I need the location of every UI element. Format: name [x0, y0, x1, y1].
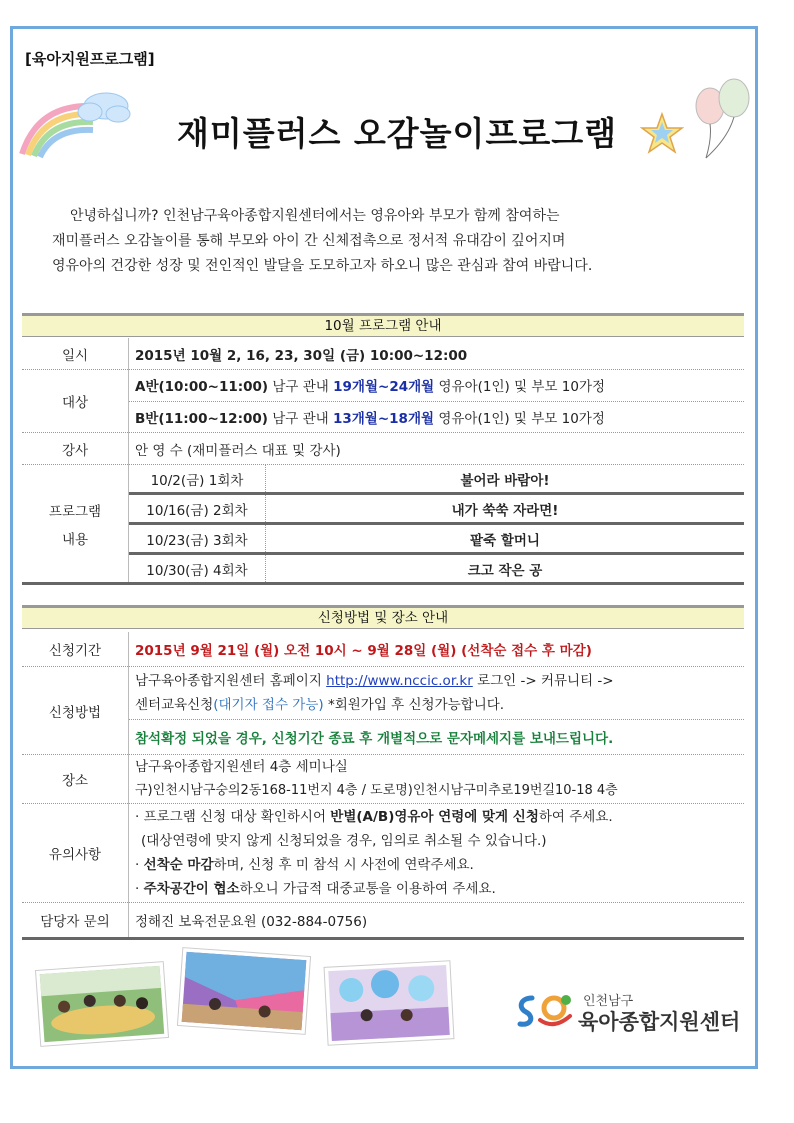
content-label [22, 465, 129, 584]
age-range-a: 19개월~24개월 [333, 379, 435, 396]
contact-label: 담당자 문의 [22, 903, 129, 939]
category-tag: [육아지원프로그램] [25, 50, 155, 68]
note-text: · [135, 857, 144, 873]
star-icon [640, 112, 684, 156]
table-row [22, 338, 744, 370]
method-text: 로그인 -> 커뮤니티 -> [472, 673, 614, 689]
target-text: 남구 관내 [268, 379, 334, 396]
table-row [22, 755, 744, 804]
target-text: 영유아(1인) 및 부모 10가정 [434, 379, 606, 396]
note-text: 하여 주세요. [538, 809, 613, 825]
sessions-table [129, 465, 744, 582]
note-line [135, 805, 738, 829]
logo-subtitle: 인천남구 [583, 994, 634, 1009]
method-line [135, 693, 738, 717]
program-section-header: 10월 프로그램 안내 [22, 313, 744, 337]
table-row [22, 903, 744, 939]
intro-line: 영유아의 건강한 성장 및 전인적인 발달을 도모하고자 하오니 많은 관심과 참여 바랍니다. [52, 258, 593, 274]
page-title: 재미플러스 오감놀이프로그램 [177, 114, 617, 153]
note-emphasis: 주차공간이 협소 [143, 881, 240, 897]
method-value [129, 667, 745, 720]
method-label: 신청방법 [22, 667, 129, 755]
note-line: (대상연령에 맞지 않게 신청되었을 경우, 임의로 취소될 수 있습니다.) [141, 833, 547, 849]
sessions-cell [129, 465, 745, 584]
apply-table [22, 632, 744, 940]
table-row [22, 401, 744, 433]
session-date: 10/16(금) 2회차 [129, 494, 266, 524]
note-line [135, 853, 738, 877]
period-label: 신청기간 [22, 632, 129, 667]
period-value: 2015년 9월 21일 (월) 오전 10시 ~ 9월 28일 (월) (선착순 접수 후 마감) [129, 632, 745, 667]
note-text: 하오니 가급적 대중교통을 이용하여 주세요. [239, 881, 496, 897]
place-line: 구)인천시남구숭의2동168-11번지 4층 / 도로명)인천시남구미추로19번길10-18 4층 [135, 783, 618, 798]
program-table [22, 338, 744, 585]
method-text: *회원가입 후 신청가능합니다. [323, 697, 505, 713]
note-text: · [135, 881, 144, 897]
instructor-label: 강사 [22, 433, 129, 465]
balloons-icon [688, 78, 758, 163]
table-row [22, 667, 744, 720]
session-row [129, 494, 744, 524]
method-text: 남구육아종합지원센터 홈페이지 [135, 673, 327, 689]
note-text: · 프로그램 신청 대상 확인하시어 [135, 809, 331, 825]
table-row [22, 465, 744, 584]
session-row [129, 524, 744, 554]
place-value [129, 755, 745, 804]
logo-title: 육아종합지원센터 [578, 1010, 741, 1034]
session-title: 크고 작은 공 [467, 562, 543, 579]
intro-line: 재미플러스 오감놀이를 통해 부모와 아이 간 신체접촉으로 정서적 유대감이 깊어지며 [52, 233, 566, 249]
target-a [129, 370, 745, 402]
table-row [22, 804, 744, 903]
note-text: 하며, 신청 후 미 참석 시 사전에 연락주세요. [213, 857, 474, 873]
activity-photo-1 [34, 960, 170, 1048]
age-range-b: 13개월~18개월 [332, 410, 435, 427]
target-b [129, 401, 745, 433]
center-logo-icon [512, 990, 578, 1032]
session-title: 팥죽 할머니 [266, 524, 745, 554]
note-emphasis: 선착순 마감 [143, 857, 214, 873]
method-line [135, 669, 738, 693]
session-title: 내가 쑥쑥 자라면! [266, 494, 745, 524]
content-label-line: 내용 [61, 531, 89, 548]
session-date: 10/30(금) 4회차 [129, 554, 266, 583]
table-row [22, 720, 744, 755]
class-b: B반(11:00~12:00) [135, 410, 268, 427]
homepage-link[interactable]: http://www.nccic.or.kr [326, 673, 473, 689]
intro-text [52, 204, 752, 279]
place-label: 장소 [22, 755, 129, 804]
target-text: 영유아(1인) 및 부모 10가정 [434, 410, 605, 427]
class-a: A반(10:00~11:00) [135, 379, 269, 396]
session-row [129, 554, 744, 583]
session-date: 10/2(금) 1회차 [129, 465, 266, 494]
apply-section-header: 신청방법 및 장소 안내 [22, 605, 744, 629]
content-label-line: 프로그램 [48, 503, 102, 520]
note-emphasis: 반별(A/B)영유아 연령에 맞게 신청 [330, 809, 539, 825]
session-row [129, 465, 744, 494]
note-line [135, 877, 738, 901]
notes-label: 유의사항 [22, 804, 129, 903]
instructor-value: 안 영 수 (재미플러스 대표 및 강사) [129, 433, 745, 465]
date-value: 2015년 10월 2, 16, 23, 30일 (금) 10:00~12:00 [129, 338, 745, 370]
table-row [22, 632, 744, 667]
session-date: 10/23(금) 3회차 [129, 524, 266, 554]
date-label: 일시 [22, 338, 129, 370]
method-notice: 참석확정 되었을 경우, 신청기간 종료 후 개별적으로 문자메세지를 보내드립니다. [129, 720, 745, 755]
session-title: 불어라 바람아! [266, 465, 745, 494]
place-line: 남구육아종합지원센터 4층 세미나실 [135, 759, 348, 775]
method-text: 센터교육신청 [135, 697, 214, 713]
table-row [22, 370, 744, 402]
activity-photo-2 [176, 946, 312, 1036]
activity-photo-3 [322, 958, 456, 1048]
target-text: 남구 관내 [267, 410, 333, 427]
intro-line: 안녕하십니까? 인천남구육아종합지원센터에서는 영유아와 부모가 함께 참여하는 [70, 208, 560, 224]
contact-value: 정해진 보육전문요원 (032-884-0756) [129, 903, 745, 939]
table-row [22, 433, 744, 465]
target-label: 대상 [22, 370, 129, 433]
notes-value [129, 804, 745, 903]
waitlist-note: (대기자 접수 가능) [213, 697, 324, 713]
